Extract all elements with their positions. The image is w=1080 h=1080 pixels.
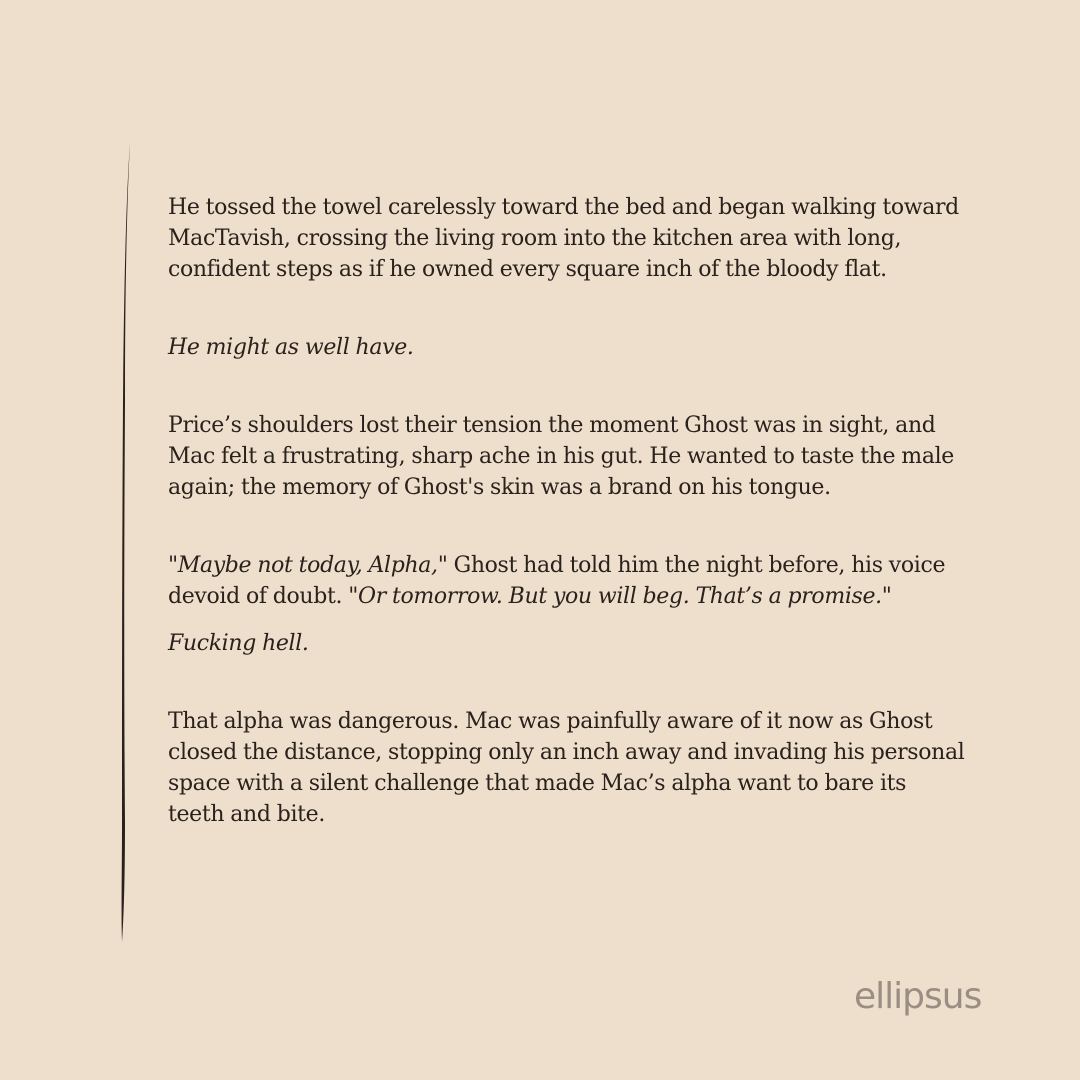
vertical-ink-rule xyxy=(114,142,136,942)
paragraph-2-italic: He might as well have. xyxy=(168,335,414,360)
ellipsus-logo xyxy=(852,970,1006,1016)
paragraph-6: That alpha was dangerous. Mac was painfully aware of it now as Ghost closed the distance, stopping only an inch away and invading his personal space with a silent challenge that made Mac’s alpha want to bare its teeth and bite. xyxy=(168,709,965,827)
paragraph-5-italic: Fucking hell. xyxy=(168,631,309,656)
dialogue-quote-1: "Maybe not today, Alpha," xyxy=(168,553,448,578)
paragraph-4 xyxy=(168,550,968,612)
dialogue-narration: Ghost had told him the night before, his voice devoid of doubt. xyxy=(168,553,946,609)
story-excerpt xyxy=(168,192,968,830)
paragraph-1: He tossed the towel carelessly toward the bed and began walking toward MacTavish, crossing the living room into the kitchen area with long, confident steps as if he owned every square inch of the bloody flat. xyxy=(168,195,959,282)
logo-wordmark: ellipsus xyxy=(854,976,982,1016)
paragraph-3: Price’s shoulders lost their tension the moment Ghost was in sight, and Mac felt a frustrating, sharp ache in his gut. He wanted to taste the male again; the memory of Ghost's skin was a brand on his tongue. xyxy=(168,413,954,500)
dialogue-quote-2: "Or tomorrow. But you will beg. That’s a promise." xyxy=(348,584,892,609)
